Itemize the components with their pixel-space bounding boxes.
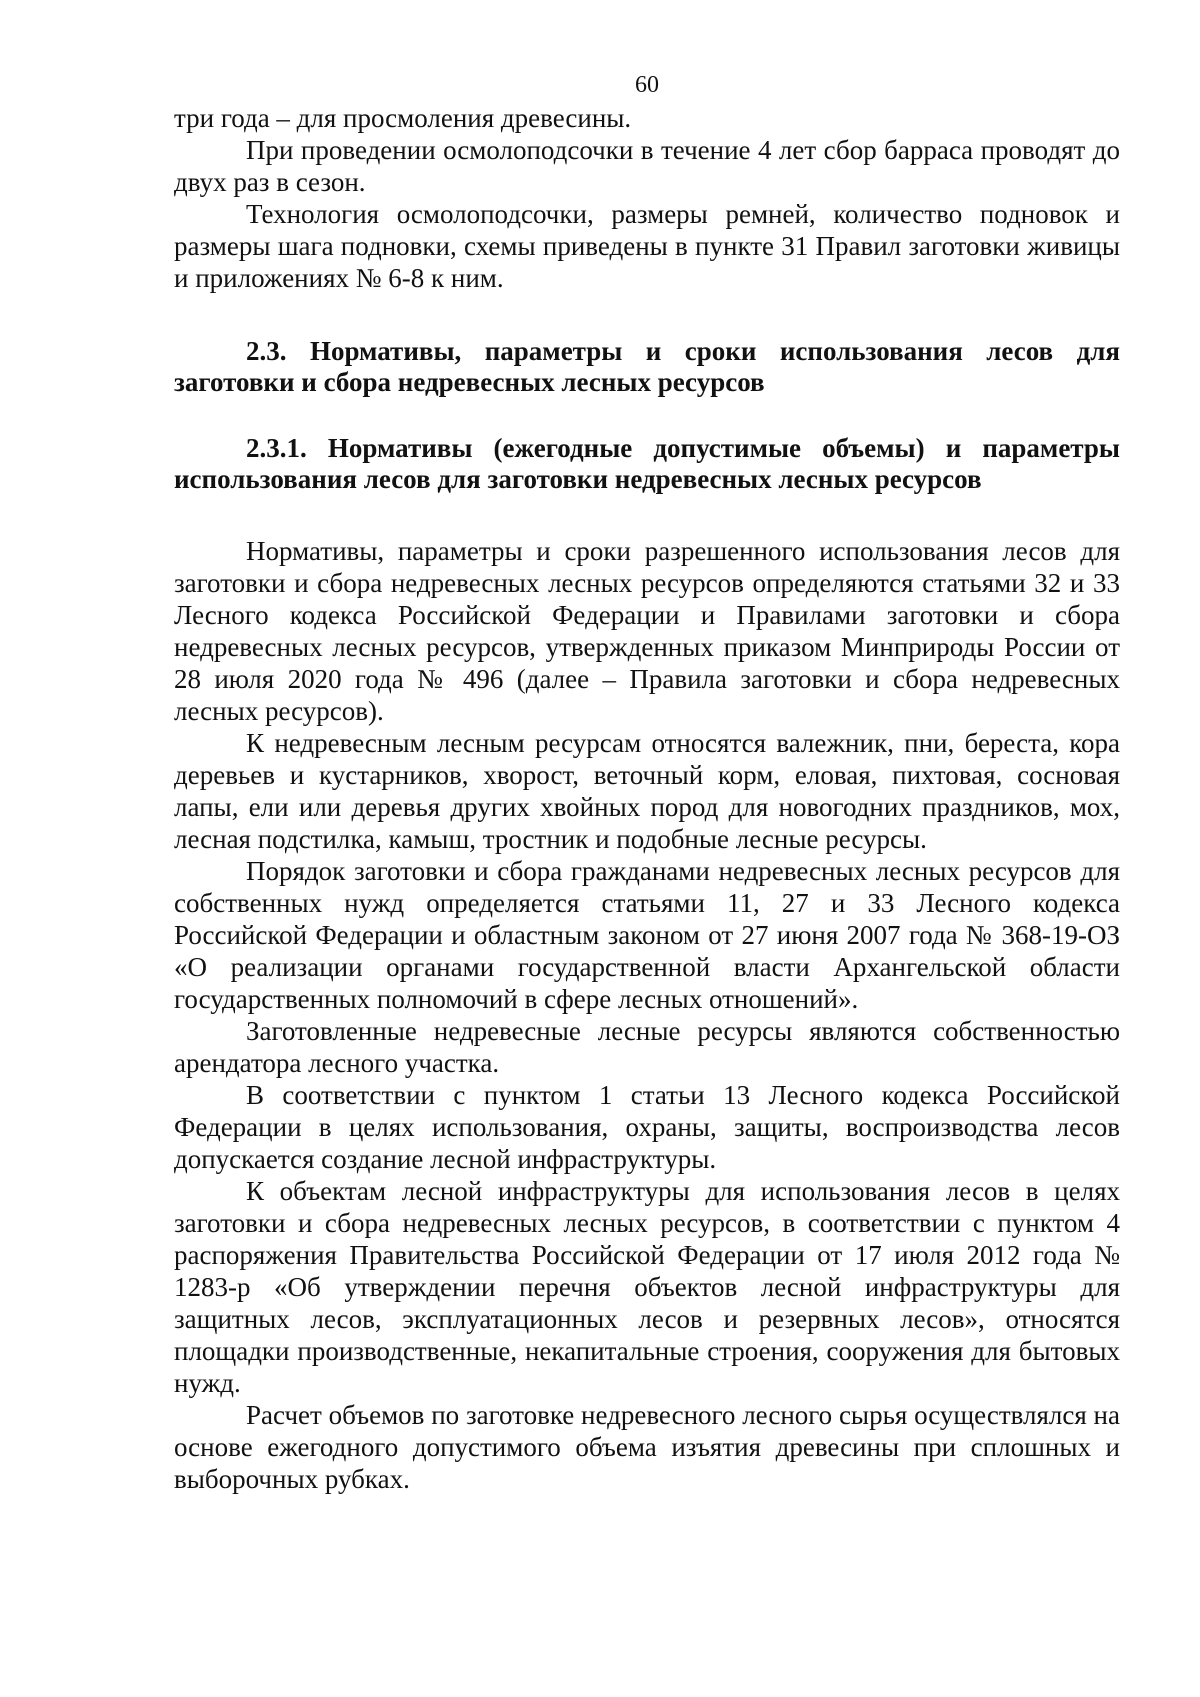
paragraph: Порядок заготовки и сбора гражданами недревесных лесных ресурсов для собственных нужд определяется статьями 11, 27 и 33 Лесного кодекса Российской Федерации и областным законом от 27 июня 2007 года № 368-19-ОЗ «О реализации органами государственной власти Архангельской области государственных полномочий в сфере лесных отношений». <box>174 856 1120 1014</box>
spacer <box>174 495 1120 535</box>
paragraph: Технология осмолоподсочки, размеры ремней, количество подновок и размеры шага подновки, схемы приведены в пункте 31 Правил заготовки живицы и приложениях № 6-8 к ним. <box>174 199 1120 293</box>
subsection-heading: 2.3.1. Нормативы (ежегодные допустимые объемы) и параметры использования лесов для заготовки недревесных лесных ресурсов <box>174 433 1120 494</box>
document-page <box>174 70 1120 1495</box>
paragraph: При проведении осмолоподсочки в течение 4 лет сбор барраса проводят до двух раз в сезон. <box>174 135 1120 197</box>
paragraph: Расчет объемов по заготовке недревесного лесного сырья осуществлялся на основе ежегодного допустимого объема изъятия древесины при сплошных и выборочных рубках. <box>174 1400 1120 1494</box>
section-heading: 2.3. Нормативы, параметры и сроки использования лесов для заготовки и сбора недревесных лесных ресурсов <box>174 336 1120 397</box>
paragraph: В соответствии с пунктом 1 статьи 13 Лесного кодекса Российской Федерации в целях использования, охраны, защиты, воспроизводства лесов допускается создание лесной инфраструктуры. <box>174 1080 1120 1174</box>
paragraph: Нормативы, параметры и сроки разрешенного использования лесов для заготовки и сбора недревесных лесных ресурсов определяются статьями 32 и 33 Лесного кодекса Российской Федерации и Правилами заготовки и сбора недревесных лесных ресурсов, утвержденных приказом Минприроды России от 28 июля 2020 года № 496 (далее – Правила заготовки и сбора недревесных лесных ресурсов). <box>174 536 1120 726</box>
spacer <box>174 294 1120 336</box>
paragraph: Заготовленные недревесные лесные ресурсы являются собственностью арендатора лесного участка. <box>174 1016 1120 1078</box>
page-number: 60 <box>635 72 659 98</box>
paragraph: три года – для просмоления древесины. <box>174 103 632 133</box>
paragraph: К недревесным лесным ресурсам относятся валежник, пни, береста, кора деревьев и кустарников, хворост, веточный корм, еловая, пихтовая, сосновая лапы, ели или деревья других хвойных пород для новогодних праздников, мох, лесная подстилка, камыш, тростник и подобные лесные ресурсы. <box>174 728 1120 854</box>
paragraph: К объектам лесной инфраструктуры для использования лесов в целях заготовки и сбора недревесных лесных ресурсов, в соответствии с пунктом 4 распоряжения Правительства Российской Федерации от 17 июля 2012 года № 1283-р «Об утверждении перечня объектов лесной инфраструктуры для защитных лесов, эксплуатационных лесов и резервных лесов», относятся площадки производственные, некапитальные строения, сооружения для бытовых нужд. <box>174 1176 1120 1398</box>
spacer <box>174 398 1120 433</box>
